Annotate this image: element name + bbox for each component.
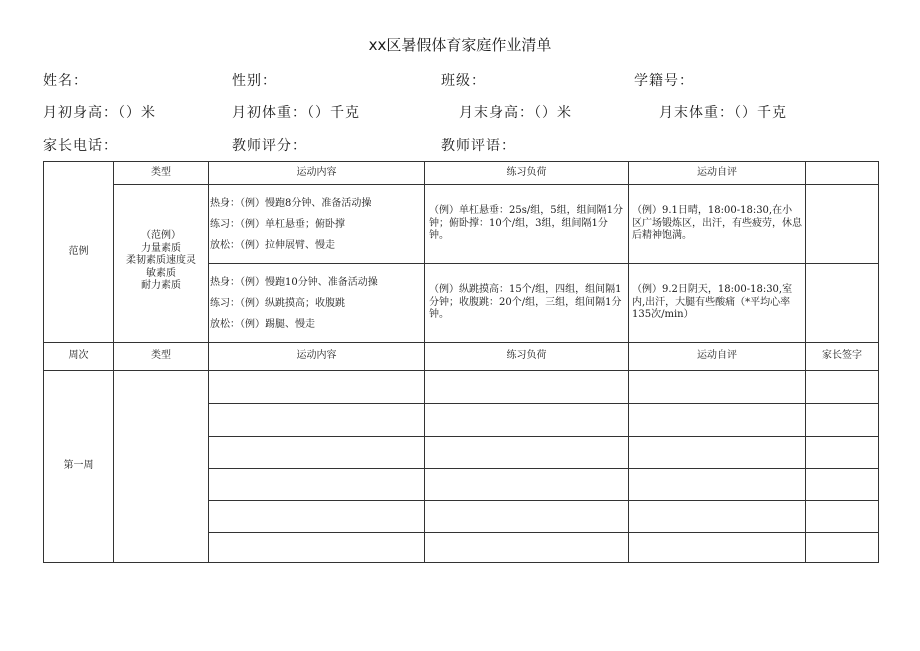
example2-blank [806,264,879,343]
page-title: xx区暑假体育家庭作业清单 [368,36,552,54]
type-endurance: 耐力素质 [141,280,181,292]
example-row-label: 范例 [44,162,114,343]
end-weight-label: 月末体重：（）千克 [659,105,787,121]
week-one-eval-cell[interactable] [629,437,806,469]
week-one-eval-cell[interactable] [629,469,806,501]
student-id-label: 学籍号： [634,73,694,89]
example1-content [209,185,425,264]
week-header-week: 周次 [44,343,114,371]
example2-content [209,264,425,343]
week-one-label: 第一周 [44,371,114,563]
week-one-load-cell[interactable] [425,501,629,533]
week-one-eval-cell[interactable] [629,404,806,437]
week-one-eval-cell[interactable] [629,371,806,404]
gender-label: 性别： [232,73,277,89]
example2-cooldown: 放松：（例）踢腿、慢走 [210,318,315,330]
week-one-content-cell[interactable] [209,371,425,404]
week-one-content-cell[interactable] [209,404,425,437]
week-header-eval: 运动自评 [629,343,806,371]
week-one-content-cell[interactable] [209,533,425,563]
week-one-sign-cell[interactable] [806,533,879,563]
end-height-label: 月末身高：（）米 [459,105,572,121]
example1-cooldown: 放松：（例）拉伸展臂、慢走 [210,239,335,251]
teacher-comment-label: 教师评语： [441,138,516,154]
parent-phone-label: 家长电话： [43,138,118,154]
name-label: 姓名： [43,73,88,89]
start-weight-label: 月初体重：（）千克 [232,105,360,121]
week-one-load-cell[interactable] [425,371,629,404]
example2-load: （例）纵跳摸高：15个/组，四组，组间隔1分钟；收腹跳：20个/组，三组，组间隔1分钟。 [425,264,629,343]
week-header-parent-sign: 家长签字 [806,343,879,371]
example-types-cell [114,185,209,343]
week-one-sign-cell[interactable] [806,501,879,533]
example-header-load: 练习负荷 [425,162,629,185]
week-one-sign-cell[interactable] [806,404,879,437]
week-header-type: 类型 [114,343,209,371]
example1-eval: （例）9.1日晴，18:00-18:30,在小区广场锻炼区，出汗，有些疲劳，休息后精神饱满。 [629,185,806,264]
week-one-load-cell[interactable] [425,404,629,437]
example-header-content: 运动内容 [209,162,425,185]
week-one-load-cell[interactable] [425,533,629,563]
example-header-eval: 运动自评 [629,162,806,185]
week-one-sign-cell[interactable] [806,371,879,404]
example-header-blank [806,162,879,185]
example1-load: （例）单杠悬垂：25s/组，5组，组间隔1分钟；俯卧撑：10个/组，3组，组间隔1分钟。 [425,185,629,264]
week-one-sign-cell[interactable] [806,469,879,501]
type-flexibility-speed: 柔韧素质速度灵 [126,255,196,267]
week-one-content-cell[interactable] [209,437,425,469]
start-height-label: 月初身高：（）米 [43,105,156,121]
week-one-eval-cell[interactable] [629,501,806,533]
type-example: （范例） [141,230,181,242]
example-header-type: 类型 [114,162,209,185]
week-one-content-cell[interactable] [209,469,425,501]
week-one-eval-cell[interactable] [629,533,806,563]
week-one-sign-cell[interactable] [806,437,879,469]
week-one-type-cell[interactable] [114,371,209,563]
type-agility: 敏素质 [146,267,176,279]
teacher-score-label: 教师评分： [232,138,307,154]
example2-practice: 练习：（例）纵跳摸高；收腹跳 [210,297,345,309]
example2-warmup: 热身：（例）慢跑10分钟、准备活动操 [210,276,378,288]
example1-warmup: 热身：（例）慢跑8分钟、准备活动操 [210,197,372,209]
week-header-load: 练习负荷 [425,343,629,371]
example2-eval: （例）9.2日阴天，18:00-18:30,室内,出汗，大腿有些酸痛（*平均心率135次/min） [629,264,806,343]
week-header-content: 运动内容 [209,343,425,371]
homework-table [43,161,879,563]
week-one-content-cell[interactable] [209,501,425,533]
type-strength: 力量素质 [141,242,181,254]
example1-practice: 练习：（例）单杠悬垂；俯卧撑 [210,218,345,230]
week-one-load-cell[interactable] [425,469,629,501]
example1-blank [806,185,879,264]
week-one-load-cell[interactable] [425,437,629,469]
class-label: 班级： [441,73,486,89]
